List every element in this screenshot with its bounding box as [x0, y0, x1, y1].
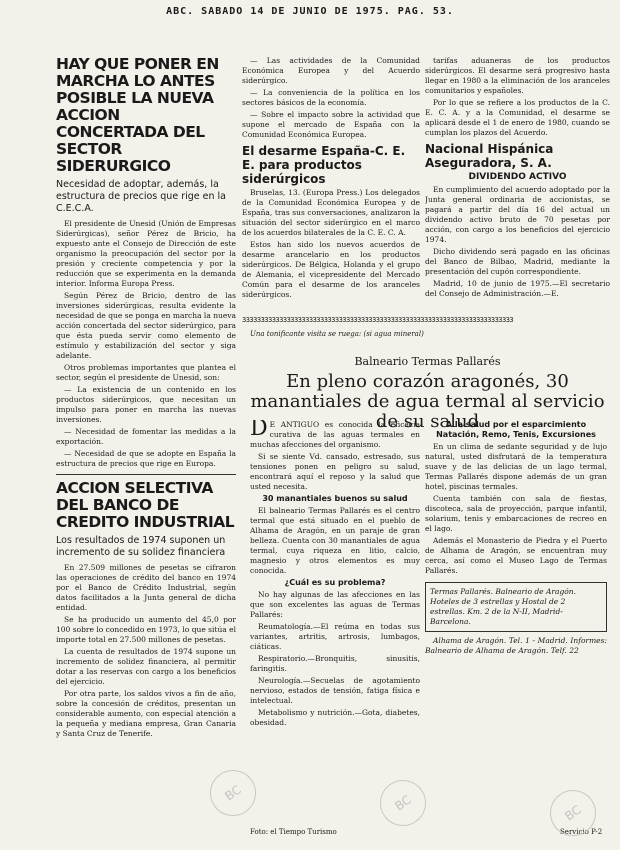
article-2-paragraph: La cuenta de resultados de 1974 supone un incremento de solidez financiera, al permitir dotar a las reservas con cargo a los beneficios del ejercicio. [56, 647, 236, 686]
ad-paragraph: No hay algunas de las afecciones en las que son excelentes las aguas de Termas Pallarés: [250, 590, 420, 619]
article-4-paragraph: En cumplimiento del acuerdo adoptado por la Junta general ordinaria de accionistas, se pagará a partir del día 16 del actual un dividendo activo bruto de 70 pesetas por acción, con cargo a los beneficios del ejercicio 1974. [425, 185, 610, 244]
watermark-stamp: BC [201, 761, 265, 825]
ad-footer-right: Servicio P-2 [560, 828, 603, 836]
article-4-title: Nacional Hispánica Aseguradora, S. A. [425, 142, 554, 170]
article-2-paragraph: Por otra parte, los saldos vivos a fin de año, sobre la concesión de créditos, presentan un considerable aumento, con especial atención a la pequeña y mediana empresa, Gran Canaria y Santa Cruz de Tenerife. [56, 689, 236, 738]
ad-paragraph: Metabolismo y nutrición.—Gota, diabetes, obesidad. [250, 708, 420, 727]
article-1-paragraph: — La existencia de un contenido en los productos siderúrgicos, que necesitan un impulso para poner en marcha las nuevas inversiones. [56, 385, 236, 424]
drop-cap: D [250, 420, 268, 441]
article-1-paragraph: El presidente de Unesid (Unión de Empresas Siderúrgicas), señor Pérez de Bricio, ha expuesto ante el Consejo de Dirección de este organismo la preocupación del sector por la presión y creciente competencia y por la reducción que se experimenta en la demanda interior. Informa Europa Press. [56, 219, 236, 288]
ad-paragraph: Alhama de Aragón. Tel. 1 - Madrid. Informes: Balneario de Alhama de Aragón. Telf. 22 [425, 636, 607, 655]
ad-paragraph: En un clima de sedante seguridad y de lujo natural, usted disfrutará de la temperatura suave y de las delicias de un lago termal, Termas Pallarés dispone además de un gran hotel, piscinas termales. [425, 442, 607, 491]
column-2 [242, 56, 420, 314]
article-2-subtitle: Los resultados de 1974 suponen un incremento de su solidez financiera [56, 535, 226, 558]
ad-kicker: Balneario Termas Pallarés [354, 355, 501, 368]
article-4-paragraph: Madrid, 10 de junio de 1975.—El secretario del Consejo de Administración.—E. [425, 279, 610, 298]
column-3-paragraph: Por lo que se refiere a los productos de la C. E. C. A. y a la Comunidad, el desarme se aplicará desde el 1 de enero de 1980, cuando se cumplan los plazos del Acuerdo. [425, 98, 610, 137]
article-1-paragraph: Según Pérez de Bricio, dentro de las inversiones siderúrgicas, resulta evidente la necesidad de que se ponga en marcha la nueva acción concertada del sector siderúrgico, para que ésta pueda servir como elemento de estímulo y estabilización del sector y siga adelante. [56, 291, 236, 360]
article-3-title: El desarme España-C. E. E. para productos siderúrgicos [242, 144, 406, 186]
column-4 [250, 420, 420, 825]
ad-paragraph: El balneario Termas Pallarés es el centro termal que está situado en el pueblo de Alhama de Aragón, en un paraje de gran belleza. Cuenta con 30 manantiales de agua termal, cuya riqueza en litio, calcio, magnesio y otros elementos es muy conocida. [250, 506, 420, 575]
article-1-paragraph: — Necesidad de que se adopte en España la estructura de precios que rige en Europa. [56, 449, 236, 468]
column-5 [425, 420, 607, 825]
article-2-paragraph: Se ha producido un aumento del 45,0 por 100 sobre lo concedido en 1973, lo que sitúa el importe total en 27.500 millones de pesetas. [56, 615, 236, 644]
column-3-paragraph: tarifas aduaneras de los productos siderúrgicos. El desarme será progresivo hasta llegar en 1980 a la eliminación de los aranceles comunitarios y españoles. [425, 56, 610, 95]
article-1-paragraph: Otros problemas importantes que plantea el sector, según el presidente de Unesid, son: [56, 363, 236, 382]
separator-dashes: 3333333333333333333333333333333333333333333333333333333333333333333333333 [242, 316, 514, 324]
column-3 [425, 56, 610, 314]
column-2-paragraph: — La conveniencia de la política en los sectores básicos de la economía. [242, 88, 420, 107]
watermark-stamp: BC [371, 771, 435, 835]
ad-subhead: 30 manantiales buenos su salud [262, 494, 408, 503]
ad-paragraph: Reumatología.—El reúma en todas sus variantes, artritis, artrosis, lumbagos, ciáticas. [250, 622, 420, 651]
ad-footer-left: Foto: el Tiempo Turismo [250, 828, 337, 836]
article-4-paragraph: Dicho dividendo será pagado en las oficinas del Banco de Bilbao, Madrid, mediante la presentación del cupón correspondiente. [425, 247, 610, 276]
ad-note: Una tonificante visita se ruega: (si agua mineral) [250, 330, 424, 338]
ad-info-box: Termas Pallarés. Balneario de Aragón. Hoteles de 3 estrellas y Hostal de 2 estrellas. Km. 2 de la N-II, Madrid-Barcelona. [425, 582, 607, 632]
article-2-paragraph: En 27.509 millones de pesetas se cifraron las operaciones de crédito del banco en 1974 por el Banco de Crédito Industrial, según datos facilitados a la Junta general de dicha entidad. [56, 563, 236, 612]
article-3-paragraph: Bruselas, 13. (Europa Press.) Los delegados de la Comunidad Económica Europea y de España, tras sus conversaciones, analizaron la situación del sector siderúrgico en el marco de los acuerdos bilaterales de la C. E. C. A. [242, 188, 420, 237]
ad-paragraph: Si se siente Vd. cansado, estresado, sus tensiones ponen en peligro su salud, encontrará aquí el reposo y la salud que usted necesita. [250, 452, 420, 491]
article-1-subtitle: Necesidad de adoptar, además, la estructura de precios que rige en la C.E.C.A. [56, 179, 226, 214]
divider [56, 474, 236, 475]
ad-paragraph: D E ANTIGUO es conocida la eficacia curativa de las aguas termales en muchas afecciones del organismo. [250, 420, 420, 449]
ad-paragraph: Cuenta también con sala de fiestas, discoteca, sala de proyección, parque infantil, solarium, tenis y embarcaciones de recreo en el lago. [425, 494, 607, 533]
ad-subhead: A la salud por el esparcimiento Natación, Remo, Tenis, Excursiones [436, 420, 596, 439]
ad-paragraph: Neurología.—Secuelas de agotamiento nervioso, estados de tensión, fatiga física e intelectual. [250, 676, 420, 705]
article-1-paragraph: — Necesidad de fomentar las medidas a la exportación. [56, 427, 236, 446]
ad-paragraph: Además el Monasterio de Piedra y el Puerto de Alhama de Aragón, se encuentran muy cerca, así como el Museo Lago de Termas Pallarés. [425, 536, 607, 575]
column-2-paragraph: — Sobre el impacto sobre la actividad que supone el mercado de España con la Comunidad Económica Europea. [242, 110, 420, 139]
article-3-paragraph: Estos han sido los nuevos acuerdos de desarme arancelario en los productos siderúrgicos. De Bélgica, Holanda y el grupo de Alemania, el vicepresidente del Mercado Común para el desarme de los aranceles siderúrgicos. [242, 240, 420, 299]
column-2-paragraph: — Las actividades de la Comunidad Económica Europea y del Acuerdo siderúrgico. [242, 56, 420, 85]
ad-subhead: ¿Cuál es su problema? [284, 578, 386, 587]
ad-headline: En pleno corazón aragonés, 30 manantiales de agua termal al servicio de su salud [250, 371, 605, 432]
article-1-title: HAY QUE PONER EN MARCHA LO ANTES POSIBLE LA NUEVA ACCION CONCERTADA DEL SECTOR SIDERURGICO [56, 56, 219, 175]
column-1 [56, 56, 236, 836]
ad-paragraph: Respiratorio.—Bronquitis, sinusitis, faringitis. [250, 654, 420, 673]
watermark-stamp: BC [541, 781, 605, 845]
article-4-subtitle: DIVIDENDO ACTIVO [468, 172, 567, 182]
article-2-title: ACCION SELECTIVA DEL BANCO DE CREDITO INDUSTRIAL [56, 479, 235, 531]
page-header: ABC. SABADO 14 DE JUNIO DE 1975. PAG. 53. [166, 6, 454, 17]
